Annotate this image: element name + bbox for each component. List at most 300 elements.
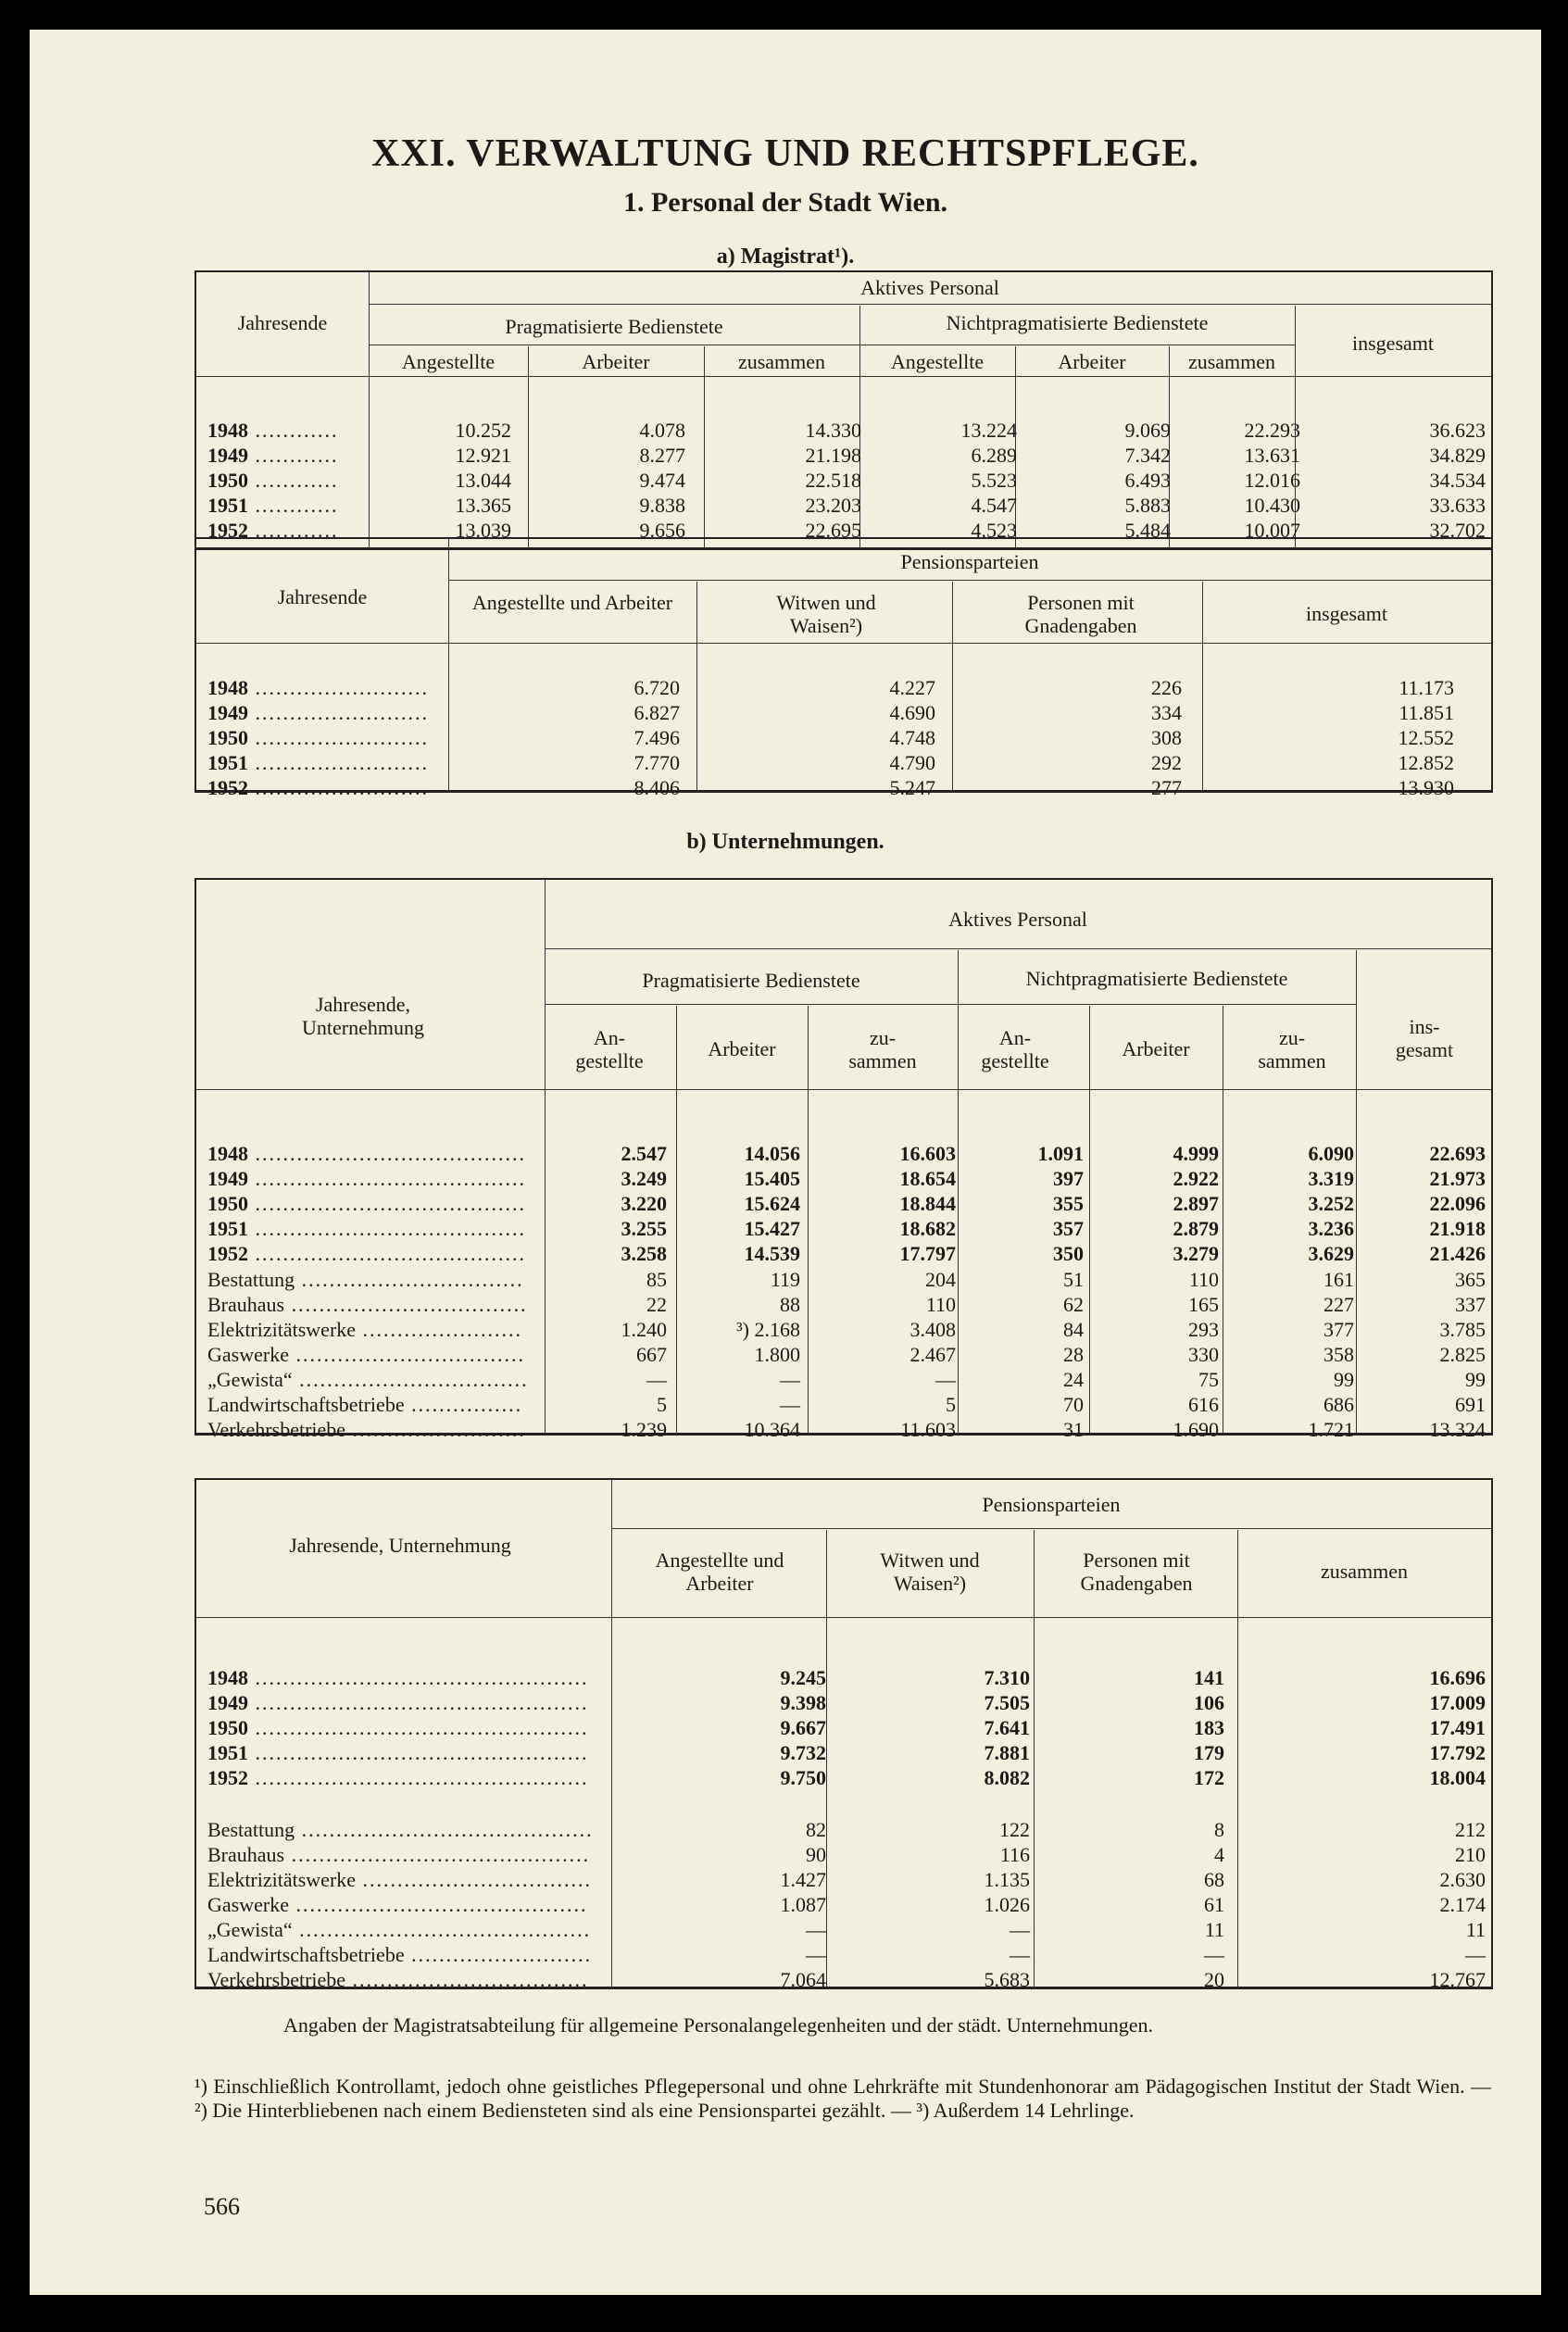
t1-row-label: 1952 ............: [207, 519, 339, 542]
t3y-row: [207, 1216, 1486, 1242]
t1-row-label: 1949 ............: [207, 444, 339, 467]
t3y-label-text: 1950: [207, 1192, 248, 1215]
t1-cell: 5.484: [1124, 519, 1171, 542]
t2-cell: 13.930: [1398, 776, 1454, 799]
t4y-row: [207, 1665, 1486, 1691]
t3-header-ang: An- gestellte: [575, 1026, 644, 1072]
t2-row-label: 1949 .........................: [207, 701, 429, 724]
t3c-row-label: Gaswerke .................................: [207, 1343, 525, 1366]
t3c-cell: 13.324: [1429, 1418, 1486, 1441]
table-unternehmungen-active: [194, 878, 1493, 1441]
t1-cell: 22.293: [1244, 419, 1300, 442]
t3y-cell: 6.090: [1308, 1142, 1354, 1165]
t3c-cell: 84: [1063, 1318, 1084, 1341]
t1-cell: 12.921: [455, 444, 511, 467]
t1-cell: 33.633: [1429, 494, 1486, 517]
t3c-cell: 1.239: [621, 1418, 667, 1441]
t1-header-year: Jahresende: [237, 311, 328, 334]
t4y-cell: 9.245: [780, 1666, 826, 1689]
t1-header-arb: Arbeiter: [582, 350, 650, 373]
t3-header-year: Jahresende, Unternehmung: [302, 993, 424, 1039]
t1-cell: 34.534: [1429, 469, 1486, 492]
t2-row-label: 1952 .........................: [207, 776, 429, 799]
t2-cell: 277: [1151, 776, 1182, 799]
t4c-label-text: Verkehrsbetriebe: [207, 1968, 346, 1991]
t4y-cell: 9.398: [780, 1691, 826, 1714]
t3c-row: [207, 1267, 1486, 1293]
t3c-cell: 62: [1063, 1293, 1084, 1316]
t3c-cell: 1.690: [1173, 1418, 1219, 1441]
t3y-cell: 3.236: [1308, 1217, 1354, 1240]
t2-label-text: 1948: [207, 676, 248, 699]
t3c-cell: 330: [1188, 1343, 1219, 1366]
t4y-cell: 7.641: [984, 1716, 1030, 1739]
t4c-cell: —: [1465, 1943, 1486, 1966]
t3y-cell: 2.547: [621, 1142, 667, 1165]
t3y-row-label: 1950 .......................................: [207, 1192, 526, 1215]
t4-header-pension: Pensionsparteien: [982, 1493, 1121, 1516]
t2-cell: 4.690: [889, 701, 935, 724]
t3c-row-label: Brauhaus ..................................: [207, 1293, 528, 1316]
t2-header-pension: Pensionsparteien: [900, 550, 1039, 573]
t2-header-total: insgesamt: [1306, 602, 1387, 625]
t3c-cell: 358: [1323, 1343, 1354, 1366]
t3y-cell: 15.624: [744, 1192, 800, 1215]
t4c-cell: 2.174: [1439, 1893, 1486, 1916]
t1-label-text: 1949: [207, 444, 248, 467]
t2-row-label: 1948 .........................: [207, 676, 429, 699]
t3c-row-label: „Gewista“ .................................: [207, 1368, 529, 1391]
t3c-cell: 3.408: [909, 1318, 956, 1341]
t3y-cell: 16.603: [899, 1142, 956, 1165]
t4c-row-label: Bestattung ..........................................: [207, 1818, 594, 1841]
t3c-cell: 1.721: [1308, 1418, 1354, 1441]
t3y-cell: 22.096: [1429, 1192, 1486, 1215]
t4c-row-label: Gaswerke ..........................................: [207, 1893, 588, 1916]
t4y-label-text: 1952: [207, 1766, 248, 1789]
t3y-cell: 397: [1053, 1167, 1084, 1190]
t3c-cell: 5: [657, 1393, 667, 1416]
t4y-label-text: 1951: [207, 1741, 248, 1764]
t4y-row: [207, 1690, 1486, 1716]
t4y-cell: 141: [1194, 1666, 1224, 1689]
t4-header-total: zusammen: [1320, 1560, 1409, 1583]
t3c-cell: 99: [1465, 1368, 1486, 1391]
t3c-cell: 686: [1323, 1393, 1354, 1416]
t4c-row: [207, 1917, 1486, 1943]
t4c-cell: 20: [1204, 1968, 1224, 1991]
t4y-label-text: 1948: [207, 1666, 248, 1689]
t4c-cell: —: [1010, 1943, 1030, 1966]
t2-cell: 7.496: [633, 726, 680, 749]
t1-cell: 36.623: [1429, 419, 1486, 442]
t3c-cell: 293: [1188, 1318, 1219, 1341]
t2-header-year: Jahresende: [277, 585, 368, 608]
t4y-cell: 179: [1194, 1741, 1224, 1764]
t3y-cell: 15.405: [744, 1167, 800, 1190]
t3c-cell: —: [646, 1368, 667, 1391]
t3c-label-text: „Gewista“: [207, 1368, 293, 1391]
t3y-label-text: 1951: [207, 1217, 248, 1240]
t1-cell: 14.330: [805, 419, 861, 442]
t3-header-active: Aktives Personal: [948, 908, 1087, 931]
t1-cell: 13.224: [960, 419, 1017, 442]
t2-label-text: 1949: [207, 701, 248, 724]
t3y-row-label: 1951 .......................................: [207, 1217, 526, 1240]
t4y-cell: 8.082: [984, 1766, 1030, 1789]
t2-header-angarb: Angestellte und Arbeiter: [471, 591, 673, 614]
t3c-cell: 1.800: [754, 1343, 800, 1366]
t4c-cell: 61: [1204, 1893, 1224, 1916]
t4y-row: [207, 1765, 1486, 1791]
t1-header-prag: Pragmatisierte Bedienstete: [505, 315, 723, 338]
t3c-cell: 337: [1455, 1293, 1486, 1316]
t2-label-text: 1950: [207, 726, 248, 749]
t2-cell: 334: [1151, 701, 1182, 724]
t1-cell: 12.016: [1244, 469, 1300, 492]
t2-header-witwen: Witwen und Waisen²): [776, 591, 876, 637]
t1-cell: 6.289: [971, 444, 1017, 467]
t3y-cell: 18.682: [899, 1217, 956, 1240]
t3c-cell: 1.240: [621, 1318, 667, 1341]
t1-header-zus2: zusammen: [1187, 350, 1276, 373]
t4-header-angarb: Angestellte und Arbeiter: [655, 1548, 784, 1595]
section-a-heading: a) Magistrat¹).: [716, 244, 855, 269]
t4c-row: [207, 1867, 1486, 1893]
t3c-cell: 75: [1198, 1368, 1219, 1391]
t4y-cell: 7.881: [984, 1741, 1030, 1764]
t2-cell: 4.748: [889, 726, 935, 749]
t3y-cell: 17.797: [899, 1242, 956, 1265]
t3c-cell: 2.825: [1439, 1343, 1486, 1366]
t3c-row: [207, 1392, 1486, 1418]
t4y-row-label: 1950 ................................................: [207, 1716, 589, 1739]
t2-cell: 308: [1151, 726, 1182, 749]
t4-header-year: Jahresende, Unternehmung: [289, 1534, 511, 1557]
t3c-cell: 88: [780, 1293, 800, 1316]
table-unternehmungen-pension: [194, 1478, 1493, 1989]
t3c-cell: 24: [1063, 1368, 1084, 1391]
t3-header-arb: Arbeiter: [708, 1037, 776, 1060]
t1-cell: 9.838: [639, 494, 685, 517]
t4y-label-text: 1949: [207, 1691, 248, 1714]
t3y-cell: 4.999: [1173, 1142, 1219, 1165]
t4c-cell: 116: [999, 1843, 1030, 1866]
t1-cell: 21.198: [805, 444, 861, 467]
t4y-cell: 17.491: [1429, 1716, 1486, 1739]
t1-row: [207, 443, 1486, 469]
t3-header-prag: Pragmatisierte Bedienstete: [642, 969, 860, 992]
t1-cell: 7.342: [1124, 444, 1171, 467]
t3y-cell: 21.426: [1429, 1242, 1486, 1265]
t3c-row: [207, 1367, 1486, 1393]
t3-header-zus2: zu- sammen: [1258, 1026, 1326, 1072]
t3c-cell: 165: [1188, 1293, 1219, 1316]
t3y-cell: 2.897: [1173, 1192, 1219, 1215]
t3c-cell: 691: [1455, 1393, 1486, 1416]
t4y-row-label: 1952 ................................................: [207, 1766, 589, 1789]
t3y-label-text: 1949: [207, 1167, 248, 1190]
t4y-cell: 106: [1194, 1691, 1224, 1714]
t4c-row: [207, 1942, 1486, 1968]
t4c-cell: 12.767: [1429, 1968, 1486, 1991]
t3c-cell: —: [780, 1393, 800, 1416]
t3y-cell: 357: [1053, 1217, 1084, 1240]
t2-row: [207, 775, 1486, 801]
t3y-row: [207, 1141, 1486, 1167]
t3y-cell: 355: [1053, 1192, 1084, 1215]
t3c-cell: ³) 2.168: [736, 1318, 800, 1341]
t1-header-ang2: Angestellte: [890, 350, 985, 373]
t4y-row: [207, 1740, 1486, 1766]
t3c-cell: 365: [1455, 1268, 1486, 1291]
t3y-cell: 15.427: [744, 1217, 800, 1240]
t3c-cell: 51: [1063, 1268, 1084, 1291]
t3c-row: [207, 1292, 1486, 1318]
t4y-cell: 16.696: [1429, 1666, 1486, 1689]
t3c-cell: 28: [1063, 1343, 1084, 1366]
t3c-cell: 227: [1323, 1293, 1354, 1316]
t3c-cell: 616: [1188, 1393, 1219, 1416]
footnotes: ¹) Einschließlich Kontrollamt, jedoch ohne geistliches Pflegepersonal und ohne Lehrkräfte mit Stundenhonorar am Pädagogischen Institut der Stadt Wien. — ²) Die Hinterbliebenen nach einem Bediensteten sind als eine Pensionspartei gezählt. — ³) Außerdem 14 Lehrlinge.: [194, 2075, 1491, 2122]
t2-cell: 8.406: [633, 776, 680, 799]
t4y-cell: 18.004: [1429, 1766, 1486, 1789]
t1-cell: 13.044: [455, 469, 511, 492]
t2-cell: 4.790: [889, 751, 935, 774]
t4c-cell: 82: [806, 1818, 826, 1841]
t4c-cell: —: [1204, 1943, 1224, 1966]
t3c-row-label: Elektrizitätswerke .......................: [207, 1318, 523, 1341]
t3-header-nprag: Nichtpragmatisierte Bedienstete: [1025, 967, 1288, 990]
t4y-cell: 183: [1194, 1716, 1224, 1739]
t1-row-label: 1951 ............: [207, 494, 339, 517]
t3c-cell: —: [935, 1368, 956, 1391]
t3-header-total: ins- gesamt: [1395, 1015, 1454, 1061]
t4y-cell: 7.505: [984, 1691, 1030, 1714]
t4c-row-label: „Gewista“ ..........................................: [207, 1918, 592, 1941]
t3c-label-text: Verkehrsbetriebe: [207, 1418, 346, 1441]
t3c-cell: 161: [1323, 1268, 1354, 1291]
t2-cell: 292: [1151, 751, 1182, 774]
page-subtitle: 1. Personal der Stadt Wien.: [622, 187, 948, 218]
t3y-row: [207, 1241, 1486, 1267]
t3c-cell: 31: [1063, 1418, 1084, 1441]
t1-header-zus: zusammen: [737, 350, 826, 373]
t2-row-label: 1950 .........................: [207, 726, 429, 749]
t4c-cell: 1.087: [780, 1893, 826, 1916]
t4y-label-text: 1950: [207, 1716, 248, 1739]
t3y-cell: 3.220: [621, 1192, 667, 1215]
t2-label-text: 1951: [207, 751, 248, 774]
t4y-row-label: 1949 ................................................: [207, 1691, 589, 1714]
t4c-cell: 7.064: [780, 1968, 826, 1991]
t4c-label-text: Landwirtschaftsbetriebe: [207, 1943, 405, 1966]
t1-cell: 22.695: [805, 519, 861, 542]
t3c-cell: 204: [925, 1268, 956, 1291]
page-title: XXI. VERWALTUNG UND RECHTSPFLEGE.: [371, 132, 1199, 175]
t1-label-text: 1951: [207, 494, 248, 517]
t3c-label-text: Brauhaus: [207, 1293, 285, 1316]
t3y-cell: 3.279: [1173, 1242, 1219, 1265]
t4y-cell: 7.310: [984, 1666, 1030, 1689]
t1-cell: 32.702: [1429, 519, 1486, 542]
t4c-cell: 5.683: [984, 1968, 1030, 1991]
t4c-row-label: Verkehrsbetriebe ..................................: [207, 1968, 589, 1991]
t3y-cell: 3.258: [621, 1242, 667, 1265]
t2-row: [207, 750, 1486, 776]
t3y-cell: 2.879: [1173, 1217, 1219, 1240]
t1-row: [207, 468, 1486, 494]
t3y-cell: 3.319: [1308, 1167, 1354, 1190]
t3c-cell: 5: [946, 1393, 956, 1416]
t1-header-ang: Angestellte: [401, 350, 495, 373]
t3y-cell: 1.091: [1037, 1142, 1084, 1165]
t3y-cell: 14.539: [744, 1242, 800, 1265]
t1-cell: 22.518: [805, 469, 861, 492]
t1-cell: 13.039: [455, 519, 511, 542]
t4c-row: [207, 1967, 1486, 1993]
t2-cell: 7.770: [633, 751, 680, 774]
t4y-cell: 9.750: [780, 1766, 826, 1789]
t2-header-gnaden: Personen mit Gnadengaben: [1024, 591, 1137, 637]
t4c-label-text: Elektrizitätswerke: [207, 1868, 357, 1891]
t1-cell: 13.631: [1244, 444, 1300, 467]
t2-cell: 6.720: [633, 676, 680, 699]
t4c-row: [207, 1842, 1486, 1868]
t4c-cell: —: [806, 1943, 826, 1966]
t4c-row-label: Landwirtschaftsbetriebe ..........................: [207, 1943, 593, 1966]
t1-cell: 10.430: [1244, 494, 1300, 517]
t4c-cell: 90: [806, 1843, 826, 1866]
t3c-cell: 667: [636, 1343, 667, 1366]
t2-row: [207, 675, 1486, 701]
t3c-cell: 2.467: [909, 1343, 956, 1366]
t3y-cell: 22.693: [1429, 1142, 1486, 1165]
t1-cell: 13.365: [455, 494, 511, 517]
t3y-cell: 21.973: [1429, 1167, 1486, 1190]
t3c-cell: 119: [770, 1268, 800, 1291]
t1-cell: 10.007: [1244, 519, 1300, 542]
t3y-cell: 3.249: [621, 1167, 667, 1190]
t4c-cell: —: [806, 1918, 826, 1941]
t4y-cell: 9.667: [780, 1716, 826, 1739]
t4-header-gnaden: Personen mit Gnadengaben: [1080, 1548, 1193, 1595]
t4c-label-text: Bestattung: [207, 1818, 295, 1841]
t4c-cell: 1.135: [984, 1868, 1030, 1891]
t3y-cell: 3.255: [621, 1217, 667, 1240]
t3y-cell: 14.056: [744, 1142, 800, 1165]
t3y-cell: 2.922: [1173, 1167, 1219, 1190]
t1-cell: 23.203: [805, 494, 861, 517]
t3c-row: [207, 1317, 1486, 1343]
t3y-label-text: 1952: [207, 1242, 248, 1265]
t1-cell: 6.493: [1124, 469, 1171, 492]
t1-cell: 4.523: [971, 519, 1017, 542]
t3c-cell: 85: [646, 1268, 667, 1291]
t3c-cell: 11.603: [900, 1418, 956, 1441]
t4c-cell: 212: [1455, 1818, 1486, 1841]
t3c-label-text: Landwirtschaftsbetriebe: [207, 1393, 405, 1416]
t2-cell: 5.247: [889, 776, 935, 799]
t4y-cell: 17.009: [1429, 1691, 1486, 1714]
t1-cell: 10.252: [455, 419, 511, 442]
t4c-cell: 122: [999, 1818, 1030, 1841]
t3y-cell: 350: [1053, 1242, 1084, 1265]
t1-cell: 9.069: [1124, 419, 1171, 442]
t4c-row: [207, 1892, 1486, 1918]
t4c-cell: 11: [1204, 1918, 1224, 1941]
t1-cell: 4.078: [639, 419, 685, 442]
t1-cell: 5.883: [1124, 494, 1171, 517]
t1-header-total: insgesamt: [1352, 332, 1434, 355]
t2-cell: 11.851: [1399, 701, 1454, 724]
section-b-heading: b) Unternehmungen.: [686, 830, 884, 854]
t1-header-active: Aktives Personal: [860, 276, 999, 299]
t3c-cell: 10.364: [744, 1418, 800, 1441]
t2-label-text: 1952: [207, 776, 248, 799]
t2-cell: 6.827: [633, 701, 680, 724]
t2-cell: 12.552: [1398, 726, 1454, 749]
t3y-cell: 3.629: [1308, 1242, 1354, 1265]
t3c-label-text: Gaswerke: [207, 1343, 289, 1366]
t3c-cell: —: [780, 1368, 800, 1391]
t2-cell: 11.173: [1399, 676, 1454, 699]
t2-cell: 12.852: [1398, 751, 1454, 774]
t3-header-zus: zu- sammen: [848, 1026, 917, 1072]
t3c-cell: 3.785: [1439, 1318, 1486, 1341]
t3y-row: [207, 1166, 1486, 1192]
t3c-cell: 110: [925, 1293, 956, 1316]
t1-row: [207, 493, 1486, 519]
t4y-row: [207, 1715, 1486, 1741]
t4y-cell: 172: [1194, 1766, 1224, 1789]
page: [30, 30, 1541, 2295]
t3c-row-label: Landwirtschaftsbetriebe ................: [207, 1393, 523, 1416]
t1-header-nprag: Nichtpragmatisierte Bedienstete: [946, 311, 1209, 334]
t3-header-ang2: An- gestellte: [981, 1026, 1049, 1072]
t4y-cell: 17.792: [1429, 1741, 1486, 1764]
t3-header-arb2: Arbeiter: [1122, 1037, 1190, 1060]
t3y-row-label: 1948 .......................................: [207, 1142, 526, 1165]
t4c-cell: 1.026: [984, 1893, 1030, 1916]
t4c-label-text: „Gewista“: [207, 1918, 293, 1941]
t4y-cell: 9.732: [780, 1741, 826, 1764]
t3c-cell: 110: [1188, 1268, 1219, 1291]
t2-row: [207, 725, 1486, 751]
t3y-cell: 3.252: [1308, 1192, 1354, 1215]
t4c-cell: 4: [1214, 1843, 1224, 1866]
t4c-label-text: Brauhaus: [207, 1843, 285, 1866]
t4c-cell: 8: [1214, 1818, 1224, 1841]
t3c-label-text: Elektrizitätswerke: [207, 1318, 357, 1341]
t1-cell: 34.829: [1429, 444, 1486, 467]
t4c-cell: 11: [1465, 1918, 1486, 1941]
t3y-cell: 18.654: [899, 1167, 956, 1190]
t3c-row-label: Bestattung ................................: [207, 1268, 524, 1291]
t1-cell: 9.656: [639, 519, 685, 542]
t4c-cell: 1.427: [780, 1868, 826, 1891]
t4c-row-label: Brauhaus ...........................................: [207, 1843, 591, 1866]
t3c-row: [207, 1417, 1486, 1443]
t3y-row-label: 1952 .......................................: [207, 1242, 526, 1265]
t1-cell: 4.547: [971, 494, 1017, 517]
page-number: 566: [204, 2193, 240, 2220]
t4c-cell: —: [1010, 1918, 1030, 1941]
t4c-cell: 2.630: [1439, 1868, 1486, 1891]
t1-row-label: 1950 ............: [207, 469, 339, 492]
t3c-cell: 70: [1063, 1393, 1084, 1416]
t4y-row-label: 1948 ................................................: [207, 1666, 589, 1689]
